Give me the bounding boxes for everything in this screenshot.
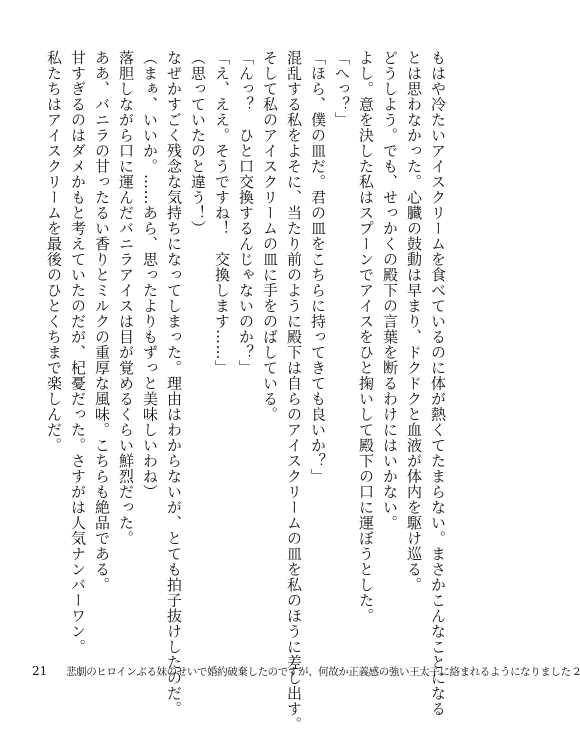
text-line: 混乱する私をよそに、当たり前のように殿下は自らのアイスクリームの皿を私のほうに差し出す。 <box>285 50 303 732</box>
page-number: 21 <box>32 664 48 678</box>
text-line: もはや冷たいアイスクリームを食べているのに体が熱くてたまらない。まさかこんなことになる <box>429 50 447 717</box>
text-line: よし。意を決した私はスプーンでアイスをひと掬いして殿下の口に運ぼうとした。 <box>357 50 375 624</box>
page-footer <box>32 662 580 680</box>
text-line: 「え、ええ。そうですね！ 交換します……」 <box>213 50 231 376</box>
text-line: どうしよう。でも、せっかくの殿下の言葉を断るわけにはいかない。 <box>381 50 399 531</box>
text-line: とは思わなかった。心臓の鼓動は早まり、ドクドクと血液が体内を駆け巡る。 <box>405 50 423 593</box>
text-line: 私たちはアイスクリームを最後のひとくちまで楽しんだ。 <box>45 50 63 453</box>
text-line: （まぁ、いいか。……あら、思ったよりもずっと美味しいわね） <box>141 50 159 500</box>
text-line: （思っていたのと違う！） <box>189 50 207 236</box>
running-title: 悲劇のヒロインぶる妹のせいで婚約破棄したのですが、何故か正義感の強い王太子に絡まれるようになりました 2 <box>66 665 580 678</box>
text-line: 甘すぎるのはダメかもと考えていたのだが、杞憂だった。さすがは人気ナンバーワン。 <box>69 50 87 655</box>
text-line: ああ、バニラの甘ったるい香りとミルクの重厚な風味。こちらも絶品である。 <box>93 50 111 593</box>
text-line: なぜかすごく残念な気持ちになってしまった。理由はわからないが、とても拍子抜けしたのだ。 <box>165 50 183 717</box>
text-line: 落胆しながら口に運んだバニラアイスは目が覚めるくらい鮮烈だった。 <box>117 50 135 546</box>
text-line: 「んっ？ ひと口交換するんじゃないのか？」 <box>237 50 255 376</box>
text-line: そして私のアイスクリームの皿に手をのばしている。 <box>261 50 279 422</box>
text-line: 「ほら、僕の皿だ。君の皿をこちらに持ってきても良いか？」 <box>309 50 327 484</box>
text-line: 「へっ？」 <box>333 50 351 128</box>
